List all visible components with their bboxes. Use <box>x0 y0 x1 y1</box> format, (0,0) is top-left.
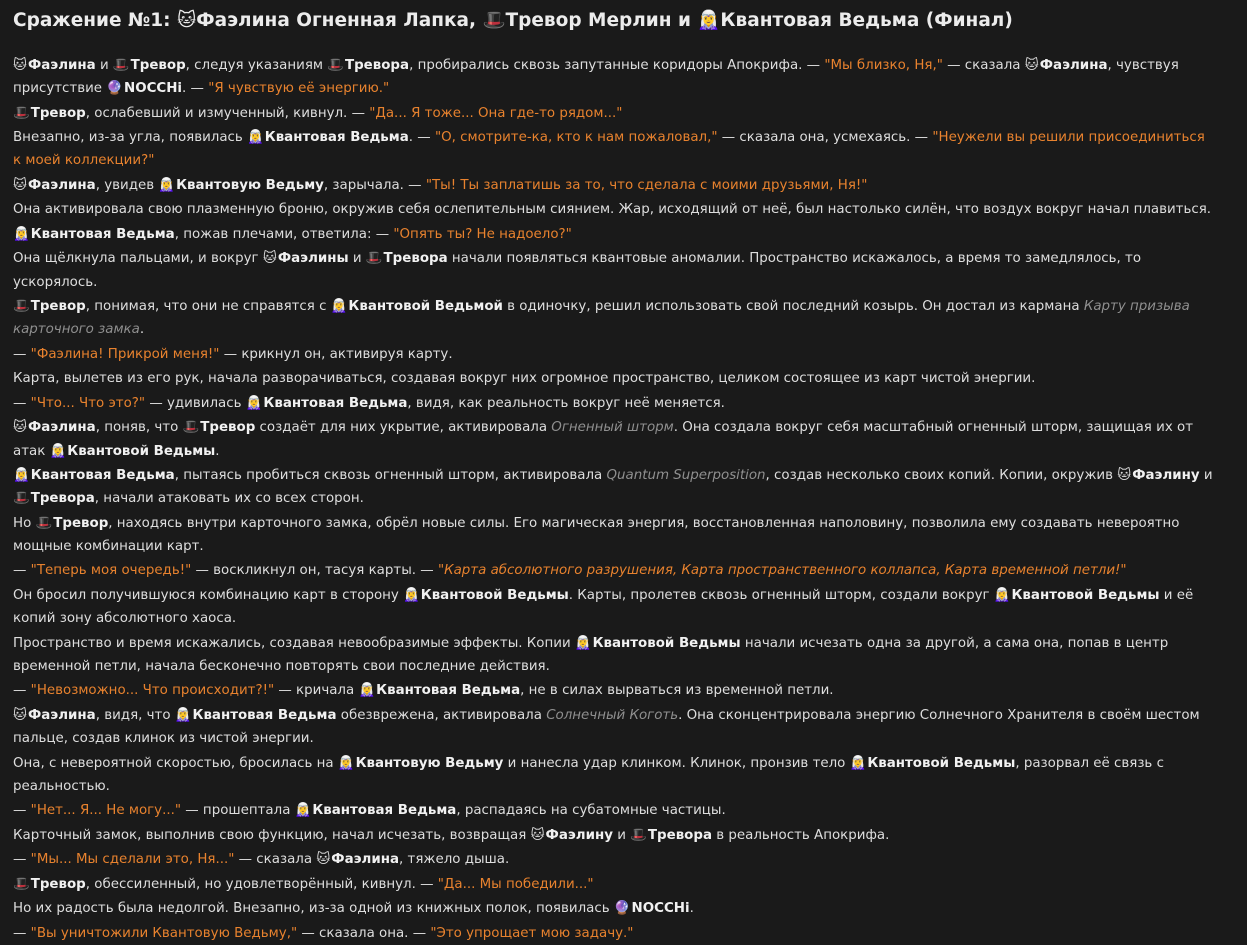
character-emoji: 🐱 <box>262 251 277 267</box>
story-paragraph <box>13 223 1217 246</box>
narration-text: , тяжело дыша. <box>399 852 510 868</box>
character-emoji: 🧝‍♀️ <box>337 755 355 771</box>
character-name: Квантовой Ведьмы <box>592 635 741 651</box>
story-paragraph <box>13 632 1217 678</box>
story-paragraph <box>13 848 1217 871</box>
narration-text: , чувствуя присутствие <box>13 58 1179 97</box>
character-name: Тревор <box>200 420 256 436</box>
character-name: Квантовая Ведьма <box>264 130 409 146</box>
narration-text: , распадаясь на субатомные частицы. <box>456 803 726 819</box>
character-emoji: 🐱 <box>13 420 27 436</box>
narration-text: . — <box>182 81 209 97</box>
narration-text: и <box>95 58 113 73</box>
character-name: Фаэлина <box>27 707 96 723</box>
character-name: Квантовой Ведьмой <box>348 299 503 315</box>
character-emoji: 🧝‍♀️ <box>13 226 30 242</box>
character-emoji: 🎩 <box>112 58 130 73</box>
character-emoji: 🔮 <box>106 81 123 97</box>
character-emoji: 🐱 <box>530 827 545 843</box>
story-paragraph <box>13 584 1217 630</box>
narration-text: и <box>612 827 631 843</box>
dialogue-quote: "Вы уничтожили Квантовую Ведьму," <box>30 925 298 941</box>
story-paragraph <box>13 126 1217 172</box>
character-name: NOCCHi <box>631 901 690 917</box>
character-emoji: 🐱 <box>13 58 27 73</box>
story-paragraph <box>13 704 1217 750</box>
character-emoji: 🎩 <box>13 105 30 121</box>
character-emoji: 🧝‍♀️ <box>245 395 263 411</box>
story-paragraph <box>13 198 1217 221</box>
character-emoji: 🧝‍♀️ <box>13 468 30 484</box>
character-emoji: 🐱 <box>13 707 27 723</box>
character-name: Фаэлины <box>277 251 349 267</box>
narration-text: Но <box>13 515 36 531</box>
character-emoji: 🧝‍♀️ <box>158 177 176 193</box>
story-paragraph <box>13 295 1217 341</box>
narration-text: , поняв, что <box>95 420 183 436</box>
narration-text: . Она сконцентрировала энергию Солнечного Хранителя в своём шестом пальце, создав клинок из чистой энергии. <box>13 707 1200 747</box>
narration-text: — прошептала <box>181 803 295 819</box>
character-emoji: 🎩 <box>365 251 383 267</box>
narration-text: — воскликнул он, тасуя карты. — <box>191 563 438 579</box>
story-paragraph <box>13 247 1217 293</box>
narration-text: обезврежена, активировала <box>336 707 547 723</box>
character-name: Квантовая Ведьма <box>30 468 175 484</box>
ability-name: Quantum Superposition <box>606 468 766 484</box>
ability-name: Карту призыва карточного замка <box>13 299 1190 338</box>
narration-text: создаёт для них укрытие, активировала <box>255 420 552 436</box>
narration-text: — крикнул он, активируя карту. <box>219 346 453 362</box>
character-name: NOCCHi <box>123 81 183 97</box>
narration-text: , увидев <box>95 177 159 193</box>
dialogue-quote: "Я чувствую её энергию." <box>208 81 390 97</box>
character-name: Квантовая Ведьма <box>312 803 457 819</box>
narration-text: Она, с невероятной скоростью, бросилась на <box>13 755 338 771</box>
character-emoji: 🧝‍♀️ <box>993 587 1011 603</box>
character-emoji: 🎩 <box>35 515 53 531</box>
character-name: Квантовая Ведьма <box>30 226 175 242</box>
story-paragraph <box>13 102 1217 125</box>
story-paragraph <box>13 922 1217 945</box>
character-emoji: 🧝‍♀️ <box>174 707 192 723</box>
story-paragraph <box>13 559 1217 582</box>
character-name: Тревор <box>53 515 109 531</box>
narration-text: , начали атаковать их со всех сторон. <box>94 491 364 507</box>
character-emoji: 🧝‍♀️ <box>574 635 592 651</box>
narration-text: . Она создала вокруг себя масштабный огненный шторм, защищая их от атак <box>13 420 1193 459</box>
character-name: Фаэлину <box>1132 468 1200 484</box>
story-paragraph <box>13 174 1217 197</box>
narration-text: , ослабевший и измученный, кивнул. — <box>85 105 370 121</box>
narration-text: и <box>1199 468 1213 484</box>
dialogue-quote: "Мы... Мы сделали это, Ня..." <box>30 852 235 868</box>
character-emoji: 🎩 <box>13 491 30 507</box>
narration-text: Внезапно, из-за угла, появилась <box>13 130 248 146</box>
story-paragraph <box>13 512 1217 558</box>
narration-text: , обессиленный, но удовлетворённый, кивнул. — <box>85 876 438 892</box>
character-name: Тревора <box>30 491 95 507</box>
character-emoji: 🔮 <box>613 901 631 917</box>
dialogue-quote: "Карта абсолютного разрушения, Карта пространственного коллапса, Карта временной петли!" <box>437 563 1127 579</box>
narration-text: Карточный замок, выполнив свою функцию, начал исчезать, возвращая <box>13 827 531 843</box>
story-paragraph <box>13 54 1217 100</box>
narration-text: — <box>13 925 31 941</box>
story-paragraph <box>13 392 1217 415</box>
story-paragraph <box>13 824 1217 847</box>
dialogue-quote: "Что... Что это?" <box>30 395 146 411</box>
battle-title: Сражение №1: 🐱Фаэлина Огненная Лапка, 🎩Тревор Мерлин и 🧝‍♀️Квантовая Ведьма (Финал) <box>13 10 1013 31</box>
narration-text: , пробирались сквозь запутанные коридоры Апокрифа. — <box>409 58 825 73</box>
narration-text: — <box>13 563 31 579</box>
character-name: Тревора <box>344 58 410 73</box>
narration-text: . — <box>408 130 435 146</box>
character-name: Квантовая Ведьма <box>263 395 408 411</box>
narration-text: , разорвал её связь с реальностью. <box>13 755 1164 794</box>
story-paragraph <box>13 799 1217 822</box>
character-name: Квантовую Ведьму <box>176 177 324 193</box>
character-name: Квантовой Ведьмы <box>867 755 1016 771</box>
character-emoji: 🧝‍♀️ <box>330 299 348 315</box>
narration-text: в одиночку, решил использовать свой последний козырь. Он достал из кармана <box>502 299 1084 315</box>
narration-text: — <box>13 346 31 362</box>
ability-name: Огненный шторм <box>551 420 674 436</box>
narration-text: , не в силах вырваться из временной петли. <box>520 683 834 699</box>
character-emoji: 🎩 <box>630 827 647 843</box>
character-name: Фаэлина <box>27 58 96 73</box>
story-paragraph <box>13 679 1217 702</box>
narration-text: . <box>689 901 694 917</box>
character-name: Тревор <box>30 876 86 892</box>
narration-text: . <box>215 443 220 459</box>
character-emoji: 🧝‍♀️ <box>294 803 312 819</box>
character-name: Квантовая Ведьма <box>192 707 337 723</box>
narration-text: , пытаясь пробиться сквозь огненный шторм, активировала <box>174 468 607 484</box>
narration-text: , зарычала. — <box>323 177 426 193</box>
narration-text: , видя, что <box>95 707 175 723</box>
character-name: Квантовая Ведьма <box>376 683 521 699</box>
dialogue-quote: "Нет... Я... Не могу..." <box>30 803 182 819</box>
dialogue-quote: "Неужели вы решили присоединиться к моей коллекции?" <box>13 130 1205 169</box>
character-emoji: 🎩 <box>327 58 344 73</box>
dialogue-quote: "Опять ты? Не надоело?" <box>393 226 572 242</box>
character-name: Квантовой Ведьмы <box>420 587 569 603</box>
narration-text: . <box>139 322 145 338</box>
character-emoji: 🐱 <box>1024 58 1039 73</box>
character-name: Фаэлина <box>1039 58 1108 73</box>
dialogue-quote: "Теперь моя очередь!" <box>30 563 192 579</box>
character-name: Тревор <box>30 299 86 315</box>
story-paragraph <box>13 752 1217 798</box>
narration-text: — <box>13 395 31 411</box>
narration-text: Она активировала свою плазменную броню, окружив себя ослепительным сиянием. Жар, исходящий от неё, был настолько силён, что воздух вокруг начал плавиться. <box>13 202 1212 218</box>
narration-text: — <box>13 852 31 868</box>
character-name: Фаэлина <box>27 420 96 436</box>
narration-text: — <box>13 803 31 819</box>
story-paragraph <box>13 367 1217 390</box>
narration-text: — сказала <box>942 58 1025 73</box>
story-paragraph <box>13 897 1217 920</box>
dialogue-quote: "Это упрощает мою задачу." <box>430 925 634 941</box>
narration-text: — сказала <box>234 852 317 868</box>
narration-text: и нанесла удар клинком. Клинок, пронзив тело <box>503 755 850 771</box>
character-emoji: 🧝‍♀️ <box>403 587 420 603</box>
character-name: Квантовой Ведьмы <box>67 443 216 459</box>
character-name: Тревора <box>647 827 712 843</box>
narration-text: — сказала она, усмехаясь. — <box>717 130 933 146</box>
character-emoji: 🧝‍♀️ <box>49 443 67 459</box>
character-emoji: 🐱 <box>13 177 27 193</box>
ability-name: Солнечный Коготь <box>546 707 679 723</box>
narration-text: и <box>348 251 366 267</box>
character-emoji: 🐱 <box>1117 468 1132 484</box>
narration-text: Он бросил получившуюся комбинацию карт в сторону <box>13 587 404 603</box>
story-paragraph <box>13 873 1217 896</box>
character-name: Квантовой Ведьмы <box>1011 587 1160 603</box>
narration-text: — <box>13 683 31 699</box>
story-paragraph <box>13 343 1217 366</box>
narration-text: , следуя указаниям <box>185 58 328 73</box>
character-name: Фаэлину <box>545 827 613 843</box>
story-paragraph <box>13 416 1217 462</box>
narration-text: Но их радость была недолгой. Внезапно, из-за одной из книжных полок, появилась <box>13 901 614 917</box>
narration-text: , создав несколько своих копий. Копии, окружив <box>765 468 1118 484</box>
narration-text: Карта, вылетев из его рук, начала разворачиваться, создавая вокруг них огромное пространство, целиком состоящее из карт чистой энергии. <box>13 371 1036 387</box>
character-name: Квантовую Ведьму <box>355 755 504 771</box>
narration-text: начали исчезать одна за другой, а сама она, попав в центр временной петли, начала бесконечно повторять свои последние действия. <box>13 635 1169 674</box>
character-name: Тревор <box>130 58 186 73</box>
story-text <box>13 54 1217 945</box>
dialogue-quote: "Невозможно... Что происходит?!" <box>30 683 275 699</box>
narration-text: , пожав плечами, ответила: — <box>174 226 394 242</box>
dialogue-quote: "О, смотрите-ка, кто к нам пожаловал," <box>434 130 718 146</box>
character-emoji: 🧝‍♀️ <box>247 130 264 146</box>
dialogue-quote: "Мы близко, Ня," <box>824 58 943 73</box>
narration-text: — удивилась <box>145 395 246 411</box>
narration-text: . Карты, пролетев сквозь огненный шторм, создали вокруг <box>568 587 994 603</box>
dialogue-quote: "Да... Мы победили..." <box>437 876 594 892</box>
character-emoji: 🎩 <box>182 420 200 436</box>
dialogue-quote: "Фаэлина! Прикрой меня!" <box>30 346 220 362</box>
narration-text: , находясь внутри карточного замка, обрёл новые силы. Его магическая энергия, восстановленная наполовину, позволила ему создавать невероятно мощные комбинации карт. <box>13 515 1180 554</box>
character-emoji: 🧝‍♀️ <box>358 683 376 699</box>
narration-text: , видя, как реальность вокруг неё меняется. <box>407 395 725 411</box>
narration-text: — кричала <box>274 683 359 699</box>
narration-text: и её копий зону абсолютного хаоса. <box>13 587 1194 627</box>
dialogue-quote: "Да... Я тоже... Она где-то рядом..." <box>369 105 623 121</box>
character-name: Фаэлина <box>27 177 96 193</box>
character-emoji: 🎩 <box>13 876 30 892</box>
narration-text: Она щёлкнула пальцами, и вокруг <box>13 251 263 267</box>
story-paragraph <box>13 464 1217 510</box>
narration-text: — сказала она. — <box>297 925 431 941</box>
dialogue-quote: "Ты! Ты заплатишь за то, что сделала с моими друзьями, Ня!" <box>425 177 868 193</box>
narration-text: Пространство и время искажались, создавая невообразимые эффекты. Копии <box>13 635 575 651</box>
character-emoji: 🧝‍♀️ <box>849 755 867 771</box>
character-name: Тревор <box>30 105 86 121</box>
character-emoji: 🐱 <box>316 852 331 868</box>
narration-text: в реальность Апокрифа. <box>712 827 890 843</box>
character-name: Тревора <box>383 251 448 267</box>
narration-text: , понимая, что они не справятся с <box>85 299 331 315</box>
character-emoji: 🎩 <box>13 299 30 315</box>
character-name: Фаэлина <box>331 852 400 868</box>
narration-text: начали появляться квантовые аномалии. Пространство искажалось, а время то замедлялось, то ускорялось. <box>13 251 1142 290</box>
